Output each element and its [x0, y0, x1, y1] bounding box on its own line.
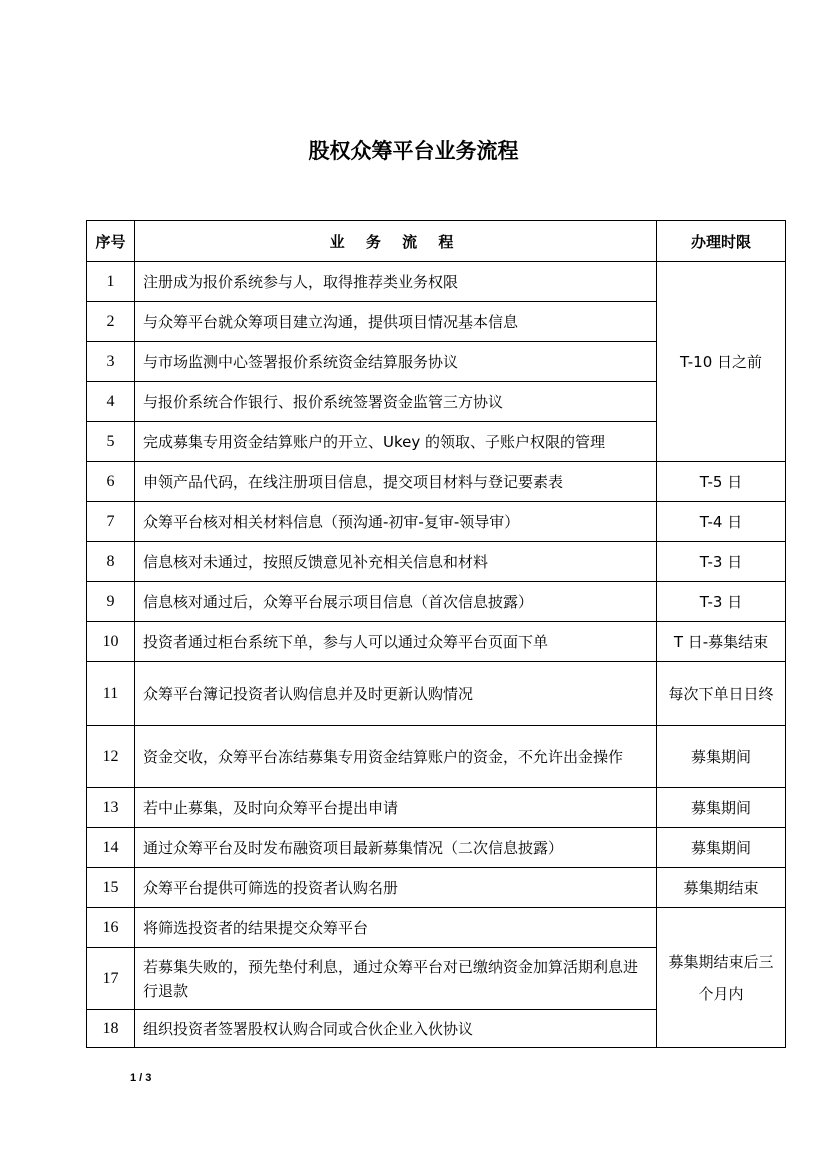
- row-step: 申领产品代码，在线注册项目信息，提交项目材料与登记要素表: [135, 462, 657, 502]
- row-number: 3: [87, 342, 135, 382]
- row-time-merged-16-18: 募集期结束后三个月内: [657, 908, 786, 1048]
- row-number: 10: [87, 622, 135, 662]
- table-row: [87, 462, 786, 502]
- row-time: T-5 日: [657, 462, 786, 502]
- row-number: 9: [87, 582, 135, 622]
- row-time: 募集期间: [657, 828, 786, 868]
- table-header-row: [87, 221, 786, 262]
- row-step: 投资者通过柜台系统下单，参与人可以通过众筹平台页面下单: [135, 622, 657, 662]
- row-number: 18: [87, 1010, 135, 1048]
- row-number: 8: [87, 542, 135, 582]
- row-number: 5: [87, 422, 135, 462]
- row-time: T-4 日: [657, 502, 786, 542]
- row-number: 13: [87, 788, 135, 828]
- table-row: [87, 788, 786, 828]
- table-row: [87, 908, 786, 948]
- row-step: 与报价系统合作银行、报价系统签署资金监管三方协议: [135, 382, 657, 422]
- row-step: 信息核对未通过，按照反馈意见补充相关信息和材料: [135, 542, 657, 582]
- row-time: 每次下单日日终: [657, 662, 786, 726]
- row-step: 注册成为报价系统参与人，取得推荐类业务权限: [135, 262, 657, 302]
- table-row: [87, 868, 786, 908]
- row-step: 众筹平台簿记投资者认购信息并及时更新认购情况: [135, 662, 657, 726]
- row-number: 7: [87, 502, 135, 542]
- row-number: 12: [87, 726, 135, 788]
- row-time: T 日-募集结束: [657, 622, 786, 662]
- row-number: 1: [87, 262, 135, 302]
- table-row: [87, 542, 786, 582]
- page-title: 股权众筹平台业务流程: [308, 139, 519, 163]
- row-time: T-3 日: [657, 542, 786, 582]
- table-row: [87, 582, 786, 622]
- row-step: 与市场监测中心签署报价系统资金结算服务协议: [135, 342, 657, 382]
- table-row: [87, 502, 786, 542]
- row-number: 16: [87, 908, 135, 948]
- row-number: 2: [87, 302, 135, 342]
- row-time: T-3 日: [657, 582, 786, 622]
- header-no: 序号: [87, 221, 135, 262]
- row-number: 4: [87, 382, 135, 422]
- row-number: 14: [87, 828, 135, 868]
- row-step: 将筛选投资者的结果提交众筹平台: [135, 908, 657, 948]
- row-step: 完成募集专用资金结算账户的开立、Ukey 的领取、子账户权限的管理: [135, 422, 657, 462]
- row-time: 募集期间: [657, 726, 786, 788]
- row-step: 众筹平台核对相关材料信息（预沟通-初审-复审-领导审）: [135, 502, 657, 542]
- row-number: 6: [87, 462, 135, 502]
- table-row: [87, 622, 786, 662]
- page-number: 1 / 3: [130, 1072, 152, 1084]
- table-row: [87, 726, 786, 788]
- row-step: 信息核对通过后，众筹平台展示项目信息（首次信息披露）: [135, 582, 657, 622]
- row-step: 资金交收，众筹平台冻结募集专用资金结算账户的资金，不允许出金操作: [135, 726, 657, 788]
- row-number: 15: [87, 868, 135, 908]
- row-number: 17: [87, 948, 135, 1010]
- header-time: 办理时限: [657, 221, 786, 262]
- row-time-merged-1-5: T-10 日之前: [657, 262, 786, 462]
- row-time: 募集期间: [657, 788, 786, 828]
- table-row: [87, 828, 786, 868]
- row-number: 11: [87, 662, 135, 726]
- row-step: 通过众筹平台及时发布融资项目最新募集情况（二次信息披露）: [135, 828, 657, 868]
- row-step: 与众筹平台就众筹项目建立沟通，提供项目情况基本信息: [135, 302, 657, 342]
- row-time: 募集期结束: [657, 868, 786, 908]
- row-step: 众筹平台提供可筛选的投资者认购名册: [135, 868, 657, 908]
- row-step: 若募集失败的，预先垫付利息，通过众筹平台对已缴纳资金加算活期利息进行退款: [135, 948, 657, 1010]
- table-row: [87, 662, 786, 726]
- row-step: 组织投资者签署股权认购合同或合伙企业入伙协议: [135, 1010, 657, 1048]
- header-step: 业 务 流 程: [135, 221, 657, 262]
- business-process-table: [86, 220, 786, 1048]
- table-row: [87, 262, 786, 302]
- row-step: 若中止募集，及时向众筹平台提出申请: [135, 788, 657, 828]
